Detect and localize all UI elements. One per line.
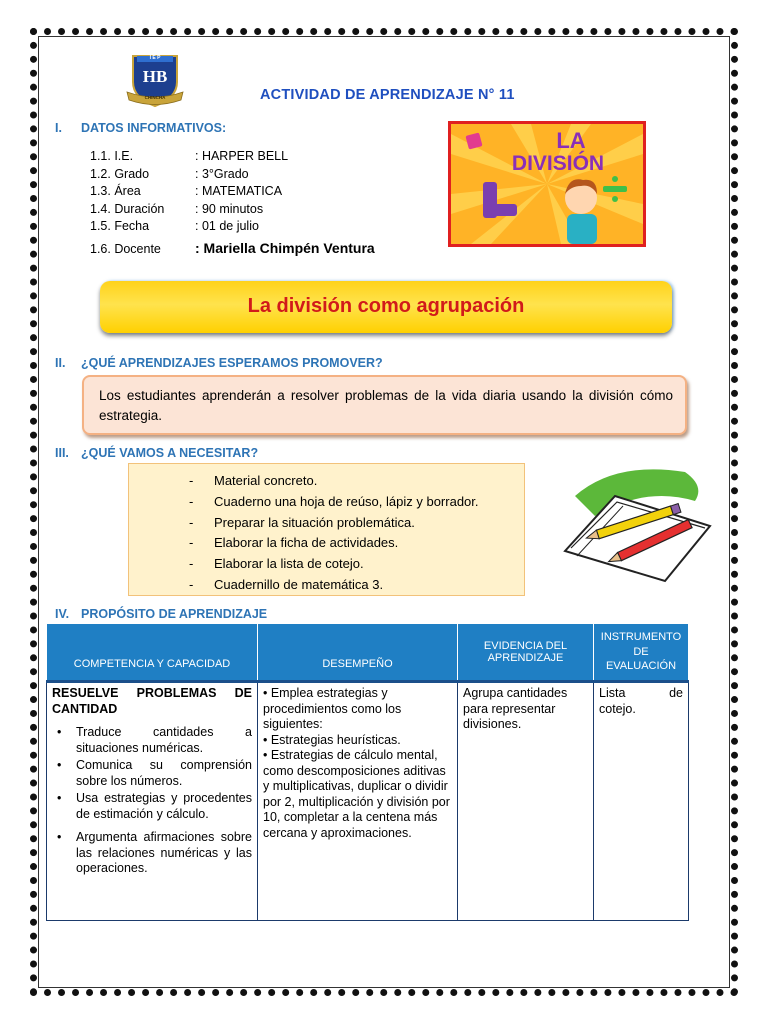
list-item: • Traduce cantidades a situaciones numéricas. <box>52 725 252 756</box>
purpose-table <box>46 623 689 921</box>
list-item: • Comunica su comprensión sobre los números. <box>52 758 252 789</box>
capacidades-list <box>52 725 252 877</box>
section-1-heading <box>55 121 226 135</box>
learning-goal-box: Los estudiantes aprenderán a resolver problemas de la vida diaria usando la división cómo estrategia. <box>82 375 687 435</box>
material-item: - Cuaderno una hoja de reúso, lápiz y borrador. <box>189 493 479 509</box>
section-2-title: ¿QUÉ APRENDIZAJES ESPERAMOS PROMOVER? <box>81 356 383 370</box>
material-item: - Cuadernillo de matemática 3. <box>189 576 384 592</box>
lesson-title-banner: La división como agrupación <box>100 281 672 333</box>
section-4-title: PROPÓSITO DE APRENDIZAJE <box>81 607 268 621</box>
logo-ribbon-text: CHINCHA <box>144 95 166 100</box>
table-header-row <box>47 624 689 682</box>
poster-title-line1: LA <box>556 128 586 153</box>
cell-evidencia: Agrupa cantidades para representar divisiones. <box>458 682 594 921</box>
col-header-competencia: COMPETENCIA Y CAPACIDAD <box>47 624 258 682</box>
material-item: - Elaborar la ficha de actividades. <box>189 535 399 551</box>
poster-title-line2: DIVISIÓN <box>511 152 605 175</box>
section-4-number: IV. <box>55 607 70 621</box>
section-1-number: I. <box>55 121 62 135</box>
section-1-title: DATOS INFORMATIVOS: <box>81 121 227 135</box>
col-header-instrumento: INSTRUMENTO DE EVALUACIÓN <box>594 624 689 682</box>
list-item: • Argumenta afirmaciones sobre las relaciones numéricas y las operaciones. <box>52 830 252 877</box>
data-row-docente: 1.6. Docente : Mariella Chimpén Ventura <box>90 239 375 256</box>
data-row-fecha: 1.5. Fecha : 01 de julio <box>90 219 259 233</box>
section-3-heading <box>55 446 258 460</box>
pencils-paper-clipart <box>555 466 715 584</box>
material-item: - Material concreto. <box>189 473 318 488</box>
data-row-area: 1.3. Área : MATEMATICA <box>90 184 283 198</box>
section-3-number: III. <box>55 446 69 460</box>
table-row <box>47 682 689 921</box>
school-logo <box>125 52 185 110</box>
logo-initials: HB <box>142 67 168 86</box>
col-header-desempeno: DESEMPEÑO <box>258 624 458 682</box>
desempeno-line: • Estrategias heurísticas. <box>263 732 401 747</box>
data-row-ie: 1.1. I.E. : HARPER BELL <box>90 149 289 163</box>
section-2-number: II. <box>55 356 66 370</box>
cell-desempeno <box>258 682 458 921</box>
division-poster <box>448 121 646 247</box>
data-row-grado: 1.2. Grado : 3°Grado <box>90 166 249 181</box>
logo-top-text: I E P <box>149 55 161 61</box>
section-2-heading <box>55 356 383 370</box>
list-item: • Usa estrategias y procedentes de estimación y cálculo. <box>52 791 252 822</box>
section-3-title: ¿QUÉ VAMOS A NECESITAR? <box>81 446 259 460</box>
materials-box <box>128 463 525 596</box>
activity-title: ACTIVIDAD DE APRENDIZAJE N° 11 <box>260 87 515 103</box>
cell-competencia <box>47 682 258 921</box>
col-header-evidencia: EVIDENCIA DEL APRENDIZAJE <box>458 624 594 682</box>
desempeno-line: • Emplea estrategias y procedimientos como los siguientes: <box>263 686 402 731</box>
desempeno-line: • Estrategias de cálculo mental, como descomposiciones aditivas y multiplicativas, duplicar o dividir por 2, multiplicación y división por 10, completar a la centena más cercana y aproximaciones. <box>263 748 450 840</box>
data-row-duracion: 1.4. Duración : 90 minutos <box>90 201 264 216</box>
school-data-list <box>90 149 375 259</box>
cell-instrumento: Lista de cotejo. <box>594 682 689 921</box>
material-item: - Elaborar la lista de cotejo. <box>189 556 364 572</box>
competencia-heading: RESUELVE PROBLEMAS DE CANTIDAD <box>52 686 252 716</box>
section-4-heading <box>55 607 267 621</box>
material-item: - Preparar la situación problemática. <box>189 514 415 530</box>
